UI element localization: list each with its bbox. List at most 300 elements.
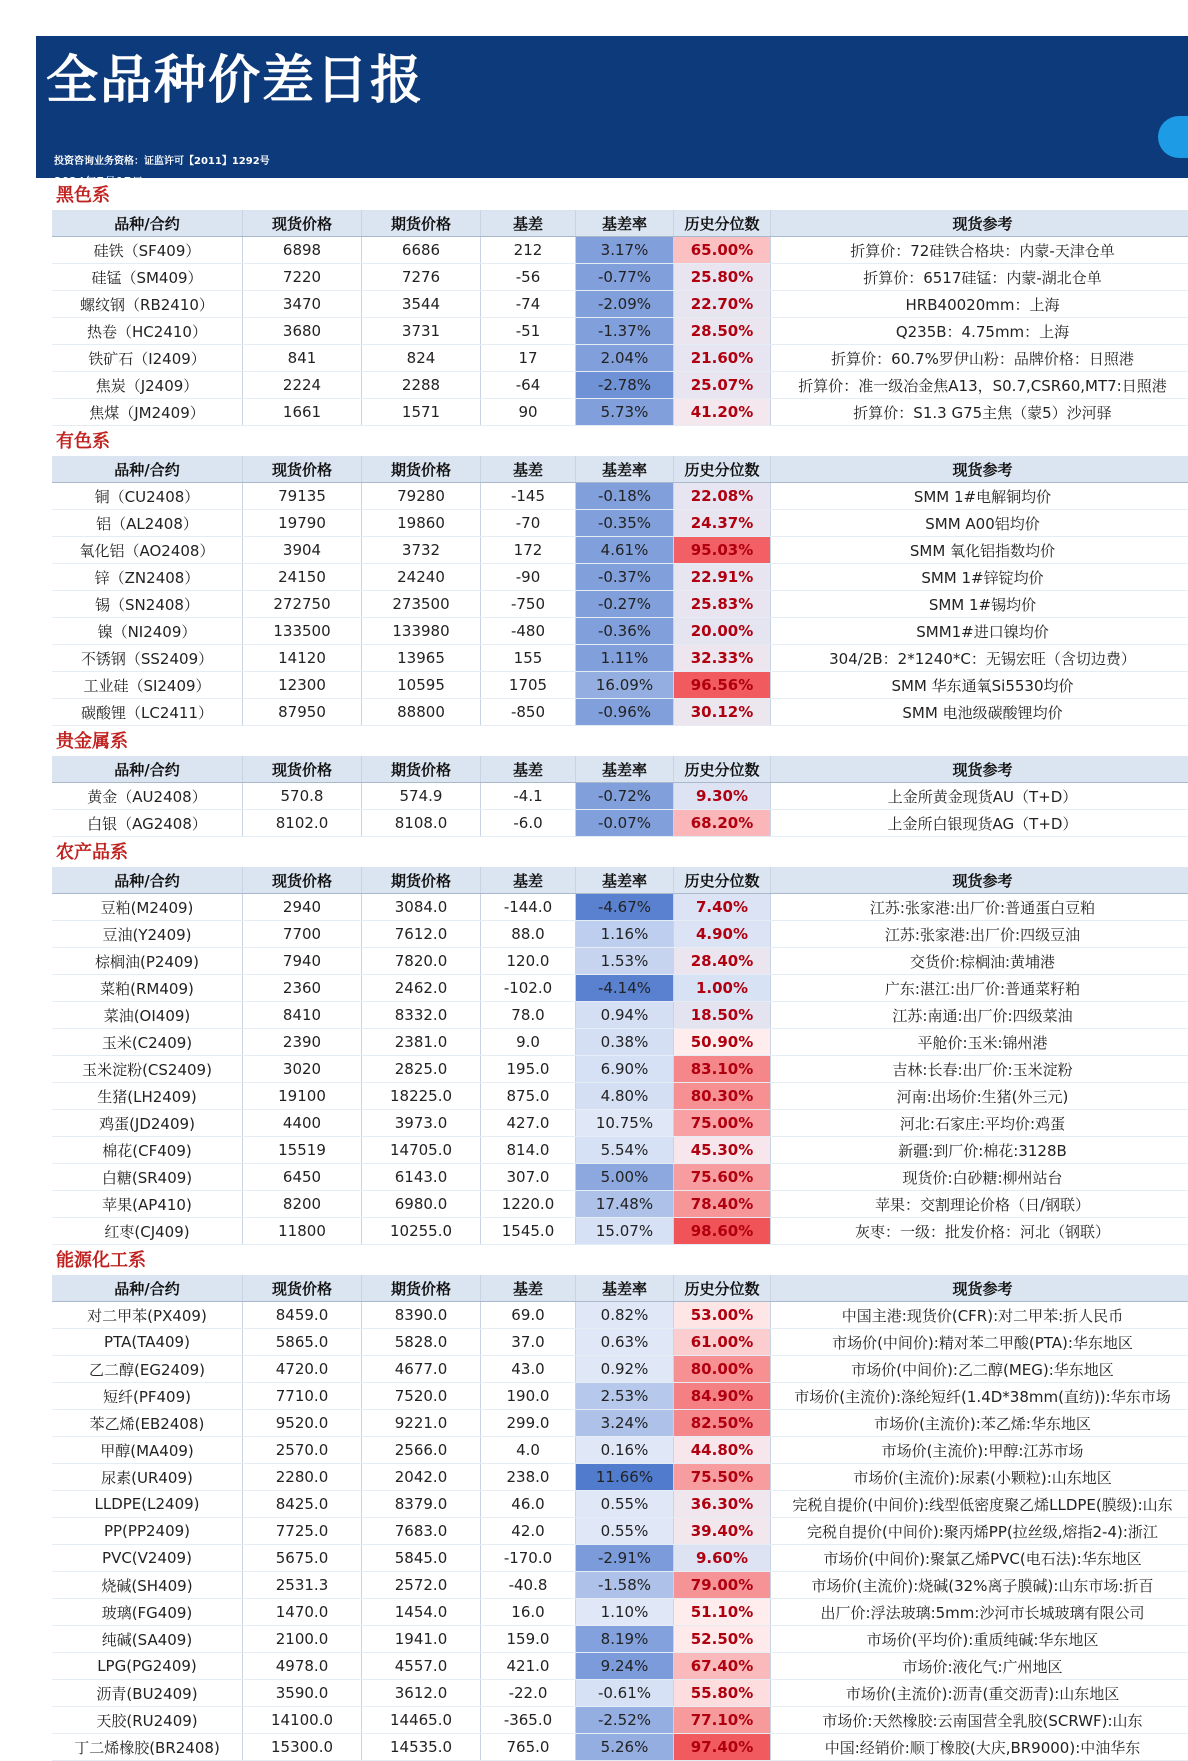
cell-basis: -145 [481, 483, 576, 510]
cell-futures: 2572.0 [362, 1572, 481, 1599]
cell-basis-rate: -1.58% [576, 1572, 674, 1599]
cell-basis: 1545.0 [481, 1218, 576, 1245]
cell-percentile: 41.20% [674, 399, 771, 426]
table-row [52, 537, 1188, 564]
column-header-basis-rate: 基差率 [576, 1275, 674, 1302]
cell-basis: 159.0 [481, 1626, 576, 1653]
table-row [52, 975, 1188, 1002]
cell-reference: 市场价:天然橡胶:云南国营全乳胶(SCRWF):山东 [771, 1707, 1188, 1734]
column-header-futures: 期货价格 [362, 210, 481, 237]
table-row [52, 921, 1188, 948]
cell-basis-rate: 9.24% [576, 1653, 674, 1680]
section-table [52, 867, 1188, 1245]
cell-reference: 灰枣：一级：批发价格：河北（钢联） [771, 1218, 1188, 1245]
cell-basis: 212 [481, 237, 576, 264]
cell-spot: 11800 [243, 1218, 362, 1245]
cell-basis-rate: 16.09% [576, 672, 674, 699]
column-header-futures: 期货价格 [362, 1275, 481, 1302]
column-header-futures: 期货价格 [362, 756, 481, 783]
cell-percentile: 50.90% [674, 1029, 771, 1056]
cell-percentile: 75.50% [674, 1464, 771, 1491]
table-row [52, 237, 1188, 264]
cell-reference: SMM 氧化铝指数均价 [771, 537, 1188, 564]
cell-basis-rate: 2.53% [576, 1383, 674, 1410]
cell-basis-rate: 5.73% [576, 399, 674, 426]
column-header-variety: 品种/合约 [52, 867, 243, 894]
cell-basis: -750 [481, 591, 576, 618]
cell-basis-rate: -2.91% [576, 1545, 674, 1572]
cell-spot: 7940 [243, 948, 362, 975]
cell-spot: 9520.0 [243, 1410, 362, 1437]
cell-futures: 5828.0 [362, 1329, 481, 1356]
cell-basis-rate: 1.10% [576, 1599, 674, 1626]
cell-percentile: 61.00% [674, 1329, 771, 1356]
section-table [52, 456, 1188, 726]
cell-variety: 不锈钢（SS2409） [52, 645, 243, 672]
cell-spot: 2224 [243, 372, 362, 399]
cell-basis-rate: 8.19% [576, 1626, 674, 1653]
cell-basis-rate: -2.78% [576, 372, 674, 399]
cell-variety: 工业硅（SI2409） [52, 672, 243, 699]
cell-futures: 4677.0 [362, 1356, 481, 1383]
table-row [52, 1653, 1188, 1680]
cell-percentile: 75.00% [674, 1110, 771, 1137]
cell-basis-rate: 4.80% [576, 1083, 674, 1110]
cell-spot: 8459.0 [243, 1302, 362, 1329]
cell-spot: 3470 [243, 291, 362, 318]
cell-basis: -56 [481, 264, 576, 291]
cell-futures: 2381.0 [362, 1029, 481, 1056]
cell-futures: 5845.0 [362, 1545, 481, 1572]
cell-futures: 8379.0 [362, 1491, 481, 1518]
cell-futures: 8390.0 [362, 1302, 481, 1329]
table-row [52, 1734, 1188, 1761]
column-header-spot: 现货价格 [243, 456, 362, 483]
cell-basis-rate: 0.92% [576, 1356, 674, 1383]
cell-variety: 硅锰（SM409） [52, 264, 243, 291]
column-header-reference: 现货参考 [771, 456, 1188, 483]
cell-futures: 3732 [362, 537, 481, 564]
table-row [52, 372, 1188, 399]
table-row [52, 564, 1188, 591]
cell-spot: 8102.0 [243, 810, 362, 837]
cell-reference: HRB40020mm：上海 [771, 291, 1188, 318]
cell-reference: 折算价：6517硅锰：内蒙-湖北仓单 [771, 264, 1188, 291]
cell-percentile: 39.40% [674, 1518, 771, 1545]
cell-basis: -70 [481, 510, 576, 537]
table-row [52, 345, 1188, 372]
cell-spot: 2100.0 [243, 1626, 362, 1653]
cell-percentile: 28.50% [674, 318, 771, 345]
cell-futures: 9221.0 [362, 1410, 481, 1437]
cell-percentile: 22.91% [674, 564, 771, 591]
cell-variety: 锌（ZN2408） [52, 564, 243, 591]
table-row [52, 591, 1188, 618]
cell-basis-rate: -2.52% [576, 1707, 674, 1734]
cell-basis-rate: 1.53% [576, 948, 674, 975]
cell-futures: 7820.0 [362, 948, 481, 975]
report-date: 2024年7月17日 [54, 173, 143, 190]
cell-futures: 2288 [362, 372, 481, 399]
column-header-basis: 基差 [481, 210, 576, 237]
cell-reference: 市场价:液化气:广州地区 [771, 1653, 1188, 1680]
cell-basis: -90 [481, 564, 576, 591]
cell-basis-rate: -4.67% [576, 894, 674, 921]
column-header-basis-rate: 基差率 [576, 456, 674, 483]
cell-basis-rate: 0.94% [576, 1002, 674, 1029]
cell-basis: 765.0 [481, 1734, 576, 1761]
cell-futures: 8332.0 [362, 1002, 481, 1029]
cell-futures: 2825.0 [362, 1056, 481, 1083]
column-header-reference: 现货参考 [771, 1275, 1188, 1302]
cell-variety: 对二甲苯(PX409) [52, 1302, 243, 1329]
cell-basis: -144.0 [481, 894, 576, 921]
cell-variety: 尿素(UR409) [52, 1464, 243, 1491]
cell-percentile: 1.00% [674, 975, 771, 1002]
cell-basis: -74 [481, 291, 576, 318]
section-table [52, 756, 1188, 837]
cell-basis: 16.0 [481, 1599, 576, 1626]
cell-basis-rate: 1.11% [576, 645, 674, 672]
cell-spot: 2390 [243, 1029, 362, 1056]
cell-variety: 沥青(BU2409) [52, 1680, 243, 1707]
cell-basis: 172 [481, 537, 576, 564]
table-row [52, 1002, 1188, 1029]
cell-spot: 2570.0 [243, 1437, 362, 1464]
section-2 [52, 726, 1188, 837]
cell-futures: 7612.0 [362, 921, 481, 948]
cell-variety: PP(PP2409) [52, 1518, 243, 1545]
cell-spot: 79135 [243, 483, 362, 510]
cell-basis-rate: 3.24% [576, 1410, 674, 1437]
cell-variety: 焦炭（J2409） [52, 372, 243, 399]
cell-reference: 市场价(主流价):甲醇:江苏市场 [771, 1437, 1188, 1464]
cell-variety: 铁矿石（I2409） [52, 345, 243, 372]
cell-basis-rate: 0.82% [576, 1302, 674, 1329]
cell-reference: 完税自提价(中间价):聚丙烯PP(拉丝级,熔指2-4):浙江 [771, 1518, 1188, 1545]
table-row [52, 1707, 1188, 1734]
table-row [52, 1545, 1188, 1572]
column-header-spot: 现货价格 [243, 1275, 362, 1302]
cell-futures: 7683.0 [362, 1518, 481, 1545]
cell-futures: 88800 [362, 699, 481, 726]
cell-spot: 2280.0 [243, 1464, 362, 1491]
cell-percentile: 25.80% [674, 264, 771, 291]
cell-basis: 238.0 [481, 1464, 576, 1491]
cell-percentile: 67.40% [674, 1653, 771, 1680]
cell-reference: 吉林:长春:出厂价:玉米淀粉 [771, 1056, 1188, 1083]
column-header-basis: 基差 [481, 867, 576, 894]
cell-variety: 白糖(SR409) [52, 1164, 243, 1191]
cell-variety: 玻璃(FG409) [52, 1599, 243, 1626]
cell-basis-rate: 0.16% [576, 1437, 674, 1464]
cell-reference: 现货价:白砂糖:柳州站台 [771, 1164, 1188, 1191]
cell-spot: 19790 [243, 510, 362, 537]
cell-futures: 1454.0 [362, 1599, 481, 1626]
cell-reference: SMM 1#锌锭均价 [771, 564, 1188, 591]
cell-variety: LLDPE(L2409) [52, 1491, 243, 1518]
section-title: 能源化工系 [52, 1245, 1188, 1275]
cell-percentile: 55.80% [674, 1680, 771, 1707]
cell-variety: 菜油(OI409) [52, 1002, 243, 1029]
column-header-percentile: 历史分位数 [674, 456, 771, 483]
cell-basis-rate: 0.38% [576, 1029, 674, 1056]
cell-futures: 1941.0 [362, 1626, 481, 1653]
cell-futures: 10255.0 [362, 1218, 481, 1245]
cell-percentile: 77.10% [674, 1707, 771, 1734]
table-row [52, 1572, 1188, 1599]
cell-spot: 841 [243, 345, 362, 372]
cell-basis: 190.0 [481, 1383, 576, 1410]
table-row [52, 1083, 1188, 1110]
section-title: 黑色系 [52, 180, 1188, 210]
cell-variety: 苯乙烯(EB2408) [52, 1410, 243, 1437]
cell-reference: 上金所白银现货AG（T+D） [771, 810, 1188, 837]
cell-percentile: 97.40% [674, 1734, 771, 1761]
table-row [52, 1302, 1188, 1329]
cell-futures: 24240 [362, 564, 481, 591]
cell-spot: 570.8 [243, 783, 362, 810]
cell-basis-rate: -0.37% [576, 564, 674, 591]
cell-percentile: 9.60% [674, 1545, 771, 1572]
cell-futures: 574.9 [362, 783, 481, 810]
table-row [52, 1164, 1188, 1191]
cell-basis-rate: 15.07% [576, 1218, 674, 1245]
cell-futures: 1571 [362, 399, 481, 426]
cell-percentile: 9.30% [674, 783, 771, 810]
cell-spot: 7220 [243, 264, 362, 291]
cell-futures: 14535.0 [362, 1734, 481, 1761]
table-row [52, 1680, 1188, 1707]
cell-basis-rate: -2.09% [576, 291, 674, 318]
cell-percentile: 4.90% [674, 921, 771, 948]
cell-futures: 18225.0 [362, 1083, 481, 1110]
report-header [36, 36, 1188, 178]
cell-percentile: 25.83% [674, 591, 771, 618]
cell-futures: 7276 [362, 264, 481, 291]
column-header-reference: 现货参考 [771, 210, 1188, 237]
cell-basis-rate: 11.66% [576, 1464, 674, 1491]
cell-futures: 2566.0 [362, 1437, 481, 1464]
table-row [52, 1056, 1188, 1083]
cell-reference: 完税自提价(中间价):线型低密度聚乙烯LLDPE(膜级):山东 [771, 1491, 1188, 1518]
cell-basis: 78.0 [481, 1002, 576, 1029]
cell-variety: PTA(TA409) [52, 1329, 243, 1356]
cell-percentile: 80.00% [674, 1356, 771, 1383]
table-row [52, 948, 1188, 975]
table-row [52, 483, 1188, 510]
cell-variety: 生猪(LH2409) [52, 1083, 243, 1110]
cell-basis-rate: 5.00% [576, 1164, 674, 1191]
column-header-spot: 现货价格 [243, 867, 362, 894]
cell-spot: 8425.0 [243, 1491, 362, 1518]
cell-futures: 2042.0 [362, 1464, 481, 1491]
cell-reference: 中国:经销价:顺丁橡胶(大庆,BR9000):中油华东 [771, 1734, 1188, 1761]
table-row [52, 291, 1188, 318]
cell-variety: 甲醇(MA409) [52, 1437, 243, 1464]
cell-reference: 市场价(中间价):乙二醇(MEG):华东地区 [771, 1356, 1188, 1383]
table-row [52, 699, 1188, 726]
cell-variety: 纯碱(SA409) [52, 1626, 243, 1653]
table-row [52, 1218, 1188, 1245]
cell-variety: 短纤(PF409) [52, 1383, 243, 1410]
cell-reference: 折算价：60.7%罗伊山粉：品牌价格：日照港 [771, 345, 1188, 372]
cell-reference: SMM 1#锡均价 [771, 591, 1188, 618]
cell-percentile: 80.30% [674, 1083, 771, 1110]
cell-percentile: 25.07% [674, 372, 771, 399]
cell-futures: 10595 [362, 672, 481, 699]
cell-spot: 7725.0 [243, 1518, 362, 1545]
table-row [52, 1137, 1188, 1164]
cell-variety: 镍（NI2409） [52, 618, 243, 645]
cell-variety: PVC(V2409) [52, 1545, 243, 1572]
cell-futures: 824 [362, 345, 481, 372]
cell-basis-rate: -0.27% [576, 591, 674, 618]
column-header-basis: 基差 [481, 756, 576, 783]
cell-variety: 硅铁（SF409） [52, 237, 243, 264]
cell-percentile: 84.90% [674, 1383, 771, 1410]
cell-reference: 折算价：准一级冶金焦A13，S0.7,CSR60,MT7:日照港 [771, 372, 1188, 399]
cell-reference: Q235B：4.75mm：上海 [771, 318, 1188, 345]
cell-variety: 苹果(AP410) [52, 1191, 243, 1218]
column-header-percentile: 历史分位数 [674, 210, 771, 237]
cell-reference: 交货价:棕榈油:黄埔港 [771, 948, 1188, 975]
cell-futures: 6980.0 [362, 1191, 481, 1218]
cell-spot: 133500 [243, 618, 362, 645]
cell-futures: 3084.0 [362, 894, 481, 921]
cell-spot: 5675.0 [243, 1545, 362, 1572]
cell-basis-rate: -0.61% [576, 1680, 674, 1707]
cell-percentile: 24.37% [674, 510, 771, 537]
cell-basis-rate: -0.96% [576, 699, 674, 726]
cell-reference: 江苏:张家港:出厂价:普通蛋白豆粕 [771, 894, 1188, 921]
cell-reference: 新疆:到厂价:棉花:3128B [771, 1137, 1188, 1164]
cell-basis: 421.0 [481, 1653, 576, 1680]
cell-basis-rate: -0.07% [576, 810, 674, 837]
cell-percentile: 78.40% [674, 1191, 771, 1218]
table-row [52, 1599, 1188, 1626]
cell-reference: SMM1#进口镍均价 [771, 618, 1188, 645]
cell-percentile: 75.60% [674, 1164, 771, 1191]
cell-basis-rate: 4.61% [576, 537, 674, 564]
cell-basis: 4.0 [481, 1437, 576, 1464]
column-header-basis-rate: 基差率 [576, 210, 674, 237]
cell-reference: SMM 华东通氧Si5530均价 [771, 672, 1188, 699]
table-row [52, 810, 1188, 837]
cell-percentile: 65.00% [674, 237, 771, 264]
cell-basis: 9.0 [481, 1029, 576, 1056]
cell-reference: SMM 电池级碳酸锂均价 [771, 699, 1188, 726]
cell-basis-rate: 0.63% [576, 1329, 674, 1356]
table-row [52, 1383, 1188, 1410]
cell-percentile: 51.10% [674, 1599, 771, 1626]
cell-variety: 豆粕(M2409) [52, 894, 243, 921]
cell-basis: 43.0 [481, 1356, 576, 1383]
cell-futures: 19860 [362, 510, 481, 537]
cell-reference: 河南:出场价:生猪(外三元) [771, 1083, 1188, 1110]
table-row [52, 1356, 1188, 1383]
cell-basis-rate: 5.54% [576, 1137, 674, 1164]
cell-basis: -170.0 [481, 1545, 576, 1572]
cell-reference: SMM 1#电解铜均价 [771, 483, 1188, 510]
cell-basis: 120.0 [481, 948, 576, 975]
cell-basis: 1220.0 [481, 1191, 576, 1218]
section-0 [52, 180, 1188, 426]
cell-basis: 875.0 [481, 1083, 576, 1110]
cell-basis: -365.0 [481, 1707, 576, 1734]
cell-basis-rate: -0.35% [576, 510, 674, 537]
cell-basis: 42.0 [481, 1518, 576, 1545]
cell-spot: 8200 [243, 1191, 362, 1218]
table-row [52, 1110, 1188, 1137]
table-row [52, 1491, 1188, 1518]
cell-basis-rate: 0.55% [576, 1518, 674, 1545]
cell-reference: 出厂价:浮法玻璃:5mm:沙河市长城玻璃有限公司 [771, 1599, 1188, 1626]
cell-reference: 广东:湛江:出厂价:普通菜籽粕 [771, 975, 1188, 1002]
cell-basis-rate: 17.48% [576, 1191, 674, 1218]
section-table [52, 1275, 1188, 1761]
column-header-percentile: 历史分位数 [674, 867, 771, 894]
cell-reference: 市场价(主流价):烧碱(32%离子膜碱):山东市场:折百 [771, 1572, 1188, 1599]
cell-reference: 折算价：72硅铁合格块：内蒙-天津仓单 [771, 237, 1188, 264]
table-row [52, 510, 1188, 537]
cell-spot: 1470.0 [243, 1599, 362, 1626]
cell-variety: 豆油(Y2409) [52, 921, 243, 948]
column-header-basis-rate: 基差率 [576, 756, 674, 783]
cell-percentile: 68.20% [674, 810, 771, 837]
table-row [52, 618, 1188, 645]
section-title: 有色系 [52, 426, 1188, 456]
cell-basis: 299.0 [481, 1410, 576, 1437]
section-title: 农产品系 [52, 837, 1188, 867]
cell-basis: -51 [481, 318, 576, 345]
cell-variety: 棉花(CF409) [52, 1137, 243, 1164]
cell-spot: 3020 [243, 1056, 362, 1083]
section-3 [52, 837, 1188, 1245]
cell-futures: 8108.0 [362, 810, 481, 837]
section-4 [52, 1245, 1188, 1761]
table-row [52, 1410, 1188, 1437]
cell-variety: 玉米(C2409) [52, 1029, 243, 1056]
cell-variety: LPG(PG2409) [52, 1653, 243, 1680]
table-row [52, 645, 1188, 672]
table-row [52, 894, 1188, 921]
cell-percentile: 21.60% [674, 345, 771, 372]
cell-reference: 苹果：交割理论价格（日/钢联） [771, 1191, 1188, 1218]
section-1 [52, 426, 1188, 726]
section-title: 贵金属系 [52, 726, 1188, 756]
column-header-futures: 期货价格 [362, 456, 481, 483]
cell-percentile: 95.03% [674, 537, 771, 564]
cell-futures: 3612.0 [362, 1680, 481, 1707]
cell-variety: 黄金（AU2408） [52, 783, 243, 810]
cell-futures: 4557.0 [362, 1653, 481, 1680]
cell-reference: 市场价(主流价):尿素(小颗粒):山东地区 [771, 1464, 1188, 1491]
cell-spot: 7700 [243, 921, 362, 948]
cell-percentile: 96.56% [674, 672, 771, 699]
cell-spot: 4720.0 [243, 1356, 362, 1383]
table-row [52, 399, 1188, 426]
cell-spot: 6898 [243, 237, 362, 264]
cell-basis: -4.1 [481, 783, 576, 810]
cell-percentile: 22.08% [674, 483, 771, 510]
cell-reference: 河北:石家庄:平均价:鸡蛋 [771, 1110, 1188, 1137]
cell-basis-rate: 0.55% [576, 1491, 674, 1518]
column-header-basis-rate: 基差率 [576, 867, 674, 894]
table-row [52, 1464, 1188, 1491]
table-row [52, 1518, 1188, 1545]
section-table [52, 210, 1188, 426]
